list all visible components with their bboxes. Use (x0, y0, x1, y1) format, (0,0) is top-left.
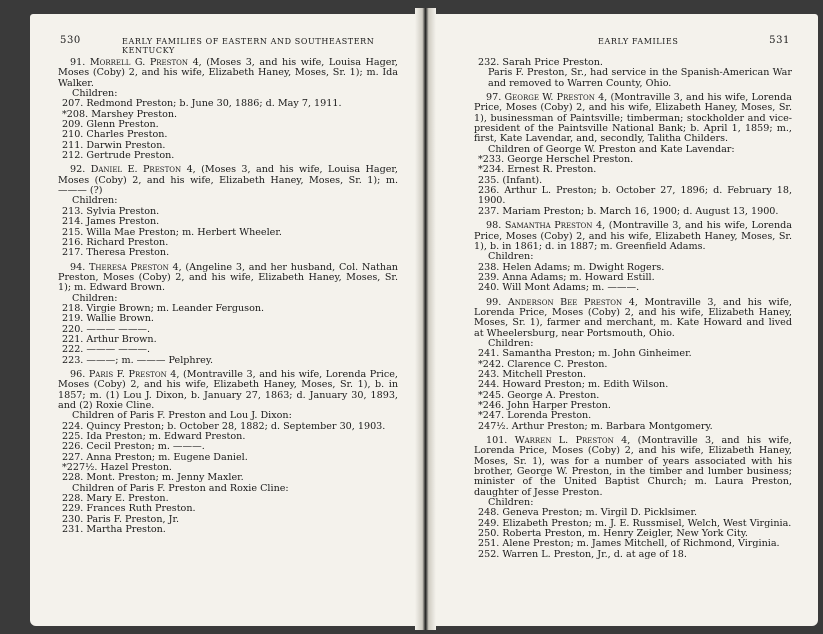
entry-name: George W. Preston (504, 92, 595, 104)
children-heading: Children: (72, 195, 118, 207)
entry-number: 92. (70, 164, 86, 176)
child-line: 220. ——— ———. (62, 323, 151, 335)
child-line: 243. Mitchell Preston. (478, 368, 587, 380)
child-line: 228. Mont. Preston; m. Jenny Maxler. (62, 472, 244, 484)
child-line: 235. (Infant). (478, 174, 543, 186)
child-line: 227. Anna Preston; m. Eugene Daniel. (62, 451, 248, 463)
child-line: 238. Helen Adams; m. Dwight Rogers. (478, 261, 665, 273)
child-line: 251. Alene Preston; m. James Mitchell, of Richmond, Virginia. (478, 538, 780, 550)
child-line: 229. Frances Ruth Preston. (62, 503, 196, 515)
child-line: 228. Mary E. Preston. (62, 493, 169, 505)
child-line: 241. Samantha Preston; m. John Ginheimer. (478, 348, 692, 360)
child-line: 236. Arthur L. Preston; b. October 27, 1896; d. February 18, 1900. (478, 185, 792, 207)
entry-text: 4, (Moses 3, and his wife, Louisa Hager, Moses (Coby) 2, and his wife, Elizabeth Haney, Moses, Sr. 1); m. Ida Walker. (58, 57, 398, 89)
entry-number: 99. (486, 296, 502, 308)
children-heading: Children of Paris F. Preston and Lou J. Dixon: (72, 410, 292, 422)
child-line: 211. Darwin Preston. (62, 139, 166, 151)
left-running-header (30, 35, 415, 55)
child-line: 216. Richard Preston. (62, 236, 169, 248)
child-line: 221. Arthur Brown. (62, 333, 157, 345)
child-line: 213. Sylvia Preston. (62, 205, 160, 217)
child-line: 217. Theresa Preston. (62, 247, 170, 259)
right-page-number: 531 (769, 35, 790, 46)
left-page-number: 530 (60, 35, 81, 46)
genealogy-entry (58, 165, 398, 196)
child-line: 225. Ida Preston; m. Edward Preston. (62, 431, 246, 443)
children-heading: Children: (72, 292, 118, 304)
child-line: 218. Virgie Brown; m. Leander Ferguson. (62, 302, 265, 314)
child-line: *234. Ernest R. Preston. (478, 164, 597, 176)
child-line: 215. Willa Mae Preston; m. Herbert Wheeler. (62, 226, 282, 238)
children-heading: Children: (488, 497, 534, 509)
genealogy-entry (58, 370, 398, 411)
child-line: 231. Martha Preston. (62, 524, 166, 536)
entry-number: 96. (70, 368, 86, 380)
entry-text: 4, (Moses 3, and his wife, Louisa Hager, Moses (Coby) 2, and his wife, Elizabeth Haney, Moses, Sr. 1); m. ——— (?) (58, 164, 398, 197)
entry-name: Daniel E. Preston (90, 164, 182, 176)
child-line: *208. Marshey Preston. (62, 108, 178, 120)
child-line: 249. Elizabeth Preston; m. J. E. Russmisel, Welch, West Virginia. (478, 517, 792, 529)
children-heading: Paris F. Preston, Sr., had service in the Spanish-American War and removed to Warren County, Ohio. (488, 67, 792, 89)
children-heading: Children: (488, 337, 534, 349)
genealogy-entry (58, 58, 398, 89)
child-line: 247½. Arthur Preston; m. Barbara Montgomery. (478, 420, 713, 432)
child-line: 232. Sarah Price Preston. (478, 57, 603, 68)
children-heading: Children: (72, 88, 118, 100)
entry-name: Samantha Preston (504, 220, 593, 232)
child-line: 209. Glenn Preston. (62, 119, 159, 131)
left-page (30, 14, 415, 626)
entry-name: Anderson Bee Preston (507, 296, 623, 308)
child-line: 223. ———; m. ——— Pelphrey. (62, 354, 214, 366)
child-line: *233. George Herschel Preston. (478, 154, 634, 166)
entry-number: 101. (486, 435, 508, 447)
entry-name: Paris F. Preston (88, 368, 167, 380)
entry-name: Theresa Preston (89, 261, 169, 273)
entry-number: 91. (70, 57, 86, 68)
child-line: *246. John Harper Preston. (478, 400, 611, 411)
child-line: 239. Anna Adams; m. Howard Estill. (478, 271, 655, 283)
child-line: 250. Roberta Preston, m. Henry Zeigler, New York City. (478, 528, 748, 540)
child-line: 222. ——— ———. (62, 344, 151, 356)
child-line: 226. Cecil Preston; m. ———. (62, 441, 205, 453)
child-line: 219. Wallie Brown. (62, 313, 154, 325)
child-line: *227½. Hazel Preston. (62, 462, 172, 474)
right-page (436, 14, 818, 626)
entry-number: 98. (486, 220, 502, 232)
child-line: 214. James Preston. (62, 216, 160, 228)
genealogy-entry (58, 263, 398, 294)
child-line: 252. Warren L. Preston, Jr., d. at age of 18. (478, 548, 687, 560)
entry-text: 4, (Montraville 3, and his wife, Lorenda Price, Moses (Coby) 2, and his wife, Elizabeth Haney, Moses, Sr. 1), businessman of Paintsville; timberman; stockholder and vice-president of the Paintsville National Bank; b. April 1, 1859; m., first, Kate Lavendar, and, secondly, Talitha Childers. (474, 92, 792, 145)
child-line: 244. Howard Preston; m. Edith Wilson. (478, 379, 669, 391)
entry-number: 94. (70, 261, 86, 273)
child-line: 237. Mariam Preston; b. March 16, 1900; d. August 13, 1900. (478, 205, 779, 217)
entry-text: 4, Montraville 3, and his wife, Lorenda Price, Moses (Coby) 2, and his wife, Elizabeth Haney, Moses, Sr. 1), farmer and merchant, m. Kate Howard and lived at Wheelersburg, near Portsmouth, Ohio. (474, 296, 792, 339)
book-gutter (415, 8, 436, 630)
entry-text: 4, (Angeline 3, and her husband, Col. Nathan Preston, Moses (Coby) 2, and his wife, Elizabeth Haney, Moses, Sr. 1); m. Edward Brown. (58, 261, 398, 294)
children-heading: Children of George W. Preston and Kate Lavendar: (488, 143, 735, 155)
child-line: 224. Quincy Preston; b. October 28, 1882; d. September 30, 1903. (62, 420, 386, 432)
child-line: 240. Will Mont Adams; m. ———. (478, 282, 640, 294)
genealogy-entry (474, 298, 792, 339)
entry-number: 97. (486, 92, 502, 104)
child-line: *242. Clarence C. Preston. (478, 358, 608, 370)
genealogy-entry (474, 221, 792, 252)
left-page-body (58, 58, 398, 535)
entry-text: 4, (Montraville 3, and his wife, Lorenda Price, Moses (Coby) 2, and his wife, Elizabeth Haney, Moses, Sr. 1), b. in 1857; m. (1) Lou J. Dixon, b. January 27, 1863; d. January 30, 1893, and (2) Roxie Cline. (58, 368, 398, 411)
child-line: *247. Lorenda Preston. (478, 410, 592, 422)
right-header-title: EARLY FAMILIES (598, 37, 679, 46)
entry-name: Morrell G. Preston (89, 57, 188, 68)
children-heading: Children: (488, 251, 534, 263)
child-line: 230. Paris F. Preston, Jr. (62, 513, 180, 525)
child-line: 212. Gertrude Preston. (62, 150, 175, 162)
genealogy-entry (474, 436, 792, 498)
left-header-title: EARLY FAMILIES OF EASTERN AND SOUTHEASTERN KENTUCKY (122, 37, 375, 55)
child-line: 210. Charles Preston. (62, 129, 168, 141)
child-line: 207. Redmond Preston; b. June 30, 1886; d. May 7, 1911. (62, 98, 342, 110)
entry-text: 4, (Montraville 3, and his wife, Lorenda Price, Moses (Coby) 2, and his wife, Elizabeth Haney, Moses, Sr. 1), b. in 1861; d. in 1887; m. Greenfield Adams. (474, 220, 792, 252)
right-page-body (474, 58, 792, 560)
entry-name: Warren L. Preston (514, 435, 614, 447)
entry-text: 4, (Montraville 3, and his wife, Lorenda Price, Moses (Coby) 2, and his wife, Elizabeth Haney, Moses, Sr. 1), was for a number of years associated with his brother, George W. Preston, in the timber and lumber business; minister of the United Baptist Church; m. Laura Preston, daughter of Jesse Preston. (474, 435, 792, 498)
genealogy-entry (474, 93, 792, 145)
child-line: 248. Geneva Preston; m. Virgil D. Picklsimer. (478, 507, 698, 519)
children-heading: Children of Paris F. Preston and Roxie Cline: (72, 482, 289, 494)
child-line: *245. George A. Preston. (478, 389, 600, 401)
right-running-header (436, 36, 818, 48)
